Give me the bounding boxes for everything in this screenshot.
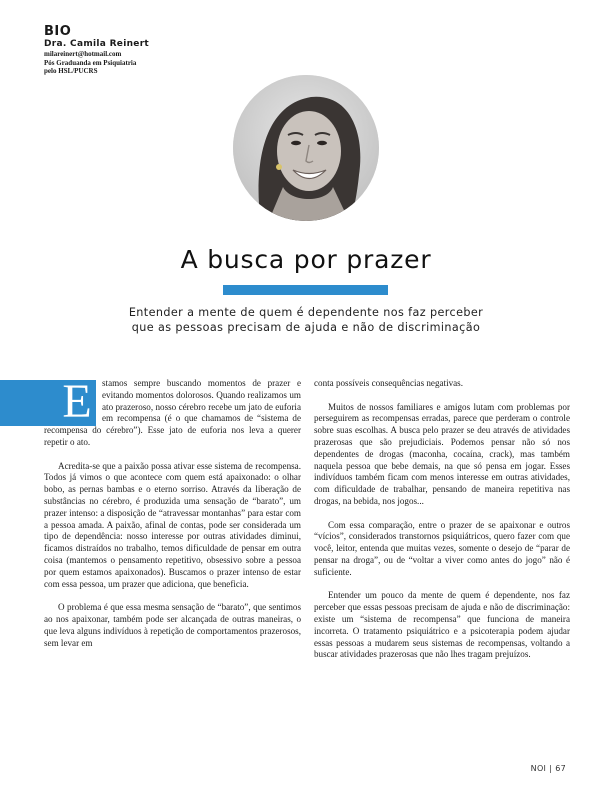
bio-block [44, 24, 244, 76]
paragraph: Com essa comparação, entre o prazer de se apaixonar e outros “vícios”, considerados transtornos psiquiátricos, quero fazer com que você, leitor, entenda que muitas vezes, somente o desejo de “parar de pensar na droga”, ou de “voltar a viver como antes do jogo” não é suficiente. [314, 519, 570, 577]
title-accent-bar [223, 285, 388, 295]
author-name: Dra. Camila Reinert [44, 39, 150, 49]
author-email: milareinert@hotmail.com [44, 50, 122, 58]
author-credential-1: Pós Graduanda em Psiquiatria [44, 58, 137, 67]
footer-separator: | [549, 764, 553, 773]
page-number: 67 [555, 764, 566, 773]
article-column-left [44, 375, 301, 661]
page-footer [531, 764, 566, 773]
dropcap-letter: E [62, 375, 92, 428]
magazine-name: NOI [530, 764, 547, 773]
dropcap-spacer [44, 378, 102, 424]
article-column-right [314, 378, 570, 673]
bio-label: BIO [44, 24, 72, 39]
paragraph: conta possíveis consequências negativas. [314, 378, 463, 388]
subtitle-line-1: Entender a mente de quem é dependente nos faz perceber [128, 306, 484, 319]
paragraph: Acredita-se que a paixão possa ativar esse sistema de recompensa. Todos já vimos o que acontece com quem está apaixonado: o olhar bobo, as pernas bambas e o eterno sorriso. Através da liberação de substâncias no cérebro, é produzida uma sensação de “barato”, um prazer intenso: a disposição de “atravessar montanhas” para estar com a pessoa amada. A paixão, afinal de contas, pode ser considerada um tipo de dependência: nosso interesse por outras atividades diminui, ficamos distraídos no trabalho, temos dificuldade de pensar em outra coisa (mantemos o pensamento repetitivo, obsessivo sobre a pessoa por quem estamos apaixonados). Buscamos o prazer intenso de estar com essa pessoa, um prazer que adiciona, que beneficia. [44, 460, 301, 589]
paragraph [44, 375, 301, 449]
portrait-photo-icon [233, 75, 379, 221]
article-subtitle [80, 305, 532, 335]
paragraph: O problema é que essa mesma sensação de “barato”, que sentimos ao nos apaixonar, também pode ser alcançada de outras maneiras, o que leva alguns indivíduos à repetição de comportamentos prazerosos, sem levar em [44, 602, 301, 648]
author-portrait [233, 75, 379, 221]
paragraph: Entender um pouco da mente de quem é dependente, nos faz perceber que essas pessoas precisam de ajuda e não de discriminação: existe um “sistema de recompensa” que funciona de maneira incorreta. O tratamento psiquiátrico e a psicoterapia podem ajudar essas pessoas a mudarem seus sistemas de recompensas, voltando a buscar atividades prazerosas que não lhes tragam prejuízos. [314, 590, 570, 660]
article-title: A busca por prazer [180, 245, 432, 274]
author-credential-2: pelo HSL/PUCRS [44, 67, 98, 75]
paragraph: Muitos de nossos familiares e amigos lutam com problemas por perseguirem as recompensas erradas, parece que perderam o controle sobre suas escolhas. A busca pelo prazer se deu através de atividades prazerosas que são prejudiciais. Podemos pensar não só nos dependentes de drogas (maconha, cocaína, crack), mas também naquela pessoa que bebe demais, na que só pensa em jogar. Esses indivíduos também ficam com menos interesse em outras atividades, com dificuldade de trabalhar, pensando de maneira repetitiva nas drogas, na bebida, nos jogos... [314, 401, 570, 506]
subtitle-line-2: que as pessoas precisam de ajuda e não de discriminação [131, 321, 481, 334]
paragraph-text: stamos sempre buscando momentos de prazer e evitando momentos dolorosos. Quando realizamos um ato prazeroso, nosso cérebro recebe um jato de euforia em recompensa (é o que chamamos de “sistema de recompensa do cérebro”). Esse jato de euforia nos leva a querer repetir o ato. [44, 378, 301, 447]
